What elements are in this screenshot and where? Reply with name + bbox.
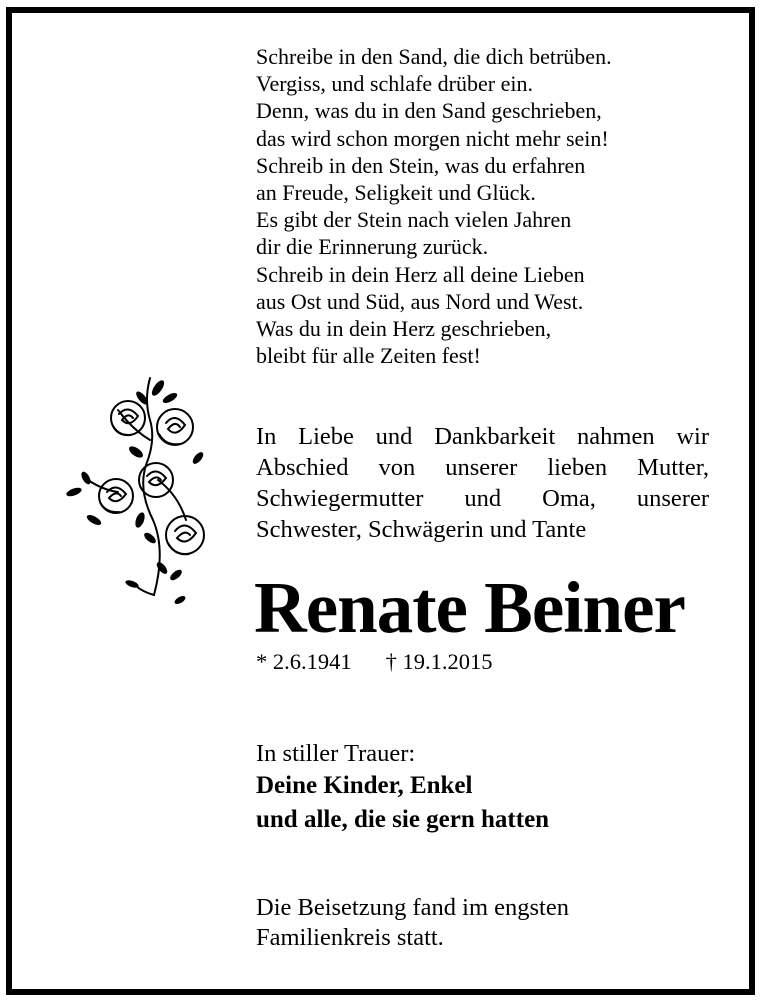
poem-line: Vergiss, und schlafe drüber ein. <box>256 71 533 97</box>
mourners-line: und alle, die sie gern hatten <box>256 806 550 833</box>
intro-line: Abschied von unserer lieben Mutter, <box>256 454 709 481</box>
funeral-note <box>256 893 696 953</box>
roses-icon <box>58 370 218 605</box>
poem-line: das wird schon morgen nicht mehr sein! <box>256 125 609 151</box>
funeral-line: Familienkreis statt. <box>256 924 444 951</box>
poem-line: Denn, was du in den Sand geschrieben, <box>256 98 602 124</box>
deceased-name: Renate Beiner <box>254 567 685 648</box>
funeral-line: Die Beisetzung fand im engsten <box>256 894 569 921</box>
poem-line: bleibt für alle Zeiten fest! <box>256 343 481 369</box>
death-date: † 19.1.2015 <box>385 649 493 674</box>
poem-line: dir die Erinnerung zurück. <box>256 234 489 260</box>
poem-line: aus Ost und Süd, aus Nord und West. <box>256 288 584 314</box>
birth-date: * 2.6.1941 <box>256 649 352 674</box>
intro-text <box>256 421 709 545</box>
poem-line: Es gibt der Stein nach vielen Jahren <box>256 207 572 233</box>
poem <box>256 43 696 369</box>
intro-line: Schwester, Schwägerin und Tante <box>256 516 587 543</box>
poem-line: an Freude, Seligkeit und Glück. <box>256 180 536 206</box>
poem-line: Schreibe in den Sand, die dich betrüben. <box>256 44 612 69</box>
mourning-intro: In stiller Trauer: <box>256 740 416 767</box>
life-dates <box>256 648 493 676</box>
intro-line: Schwiegermutter und Oma, unserer <box>256 485 709 512</box>
poem-line: Schreib in dein Herz all deine Lieben <box>256 261 585 287</box>
poem-line: Schreib in den Stein, was du erfahren <box>256 152 586 178</box>
mourners <box>256 738 696 837</box>
mourners-line: Deine Kinder, Enkel <box>256 772 473 799</box>
intro-line: In Liebe und Dankbarkeit nahmen wir <box>256 423 709 450</box>
poem-line: Was du in dein Herz geschrieben, <box>256 316 552 342</box>
